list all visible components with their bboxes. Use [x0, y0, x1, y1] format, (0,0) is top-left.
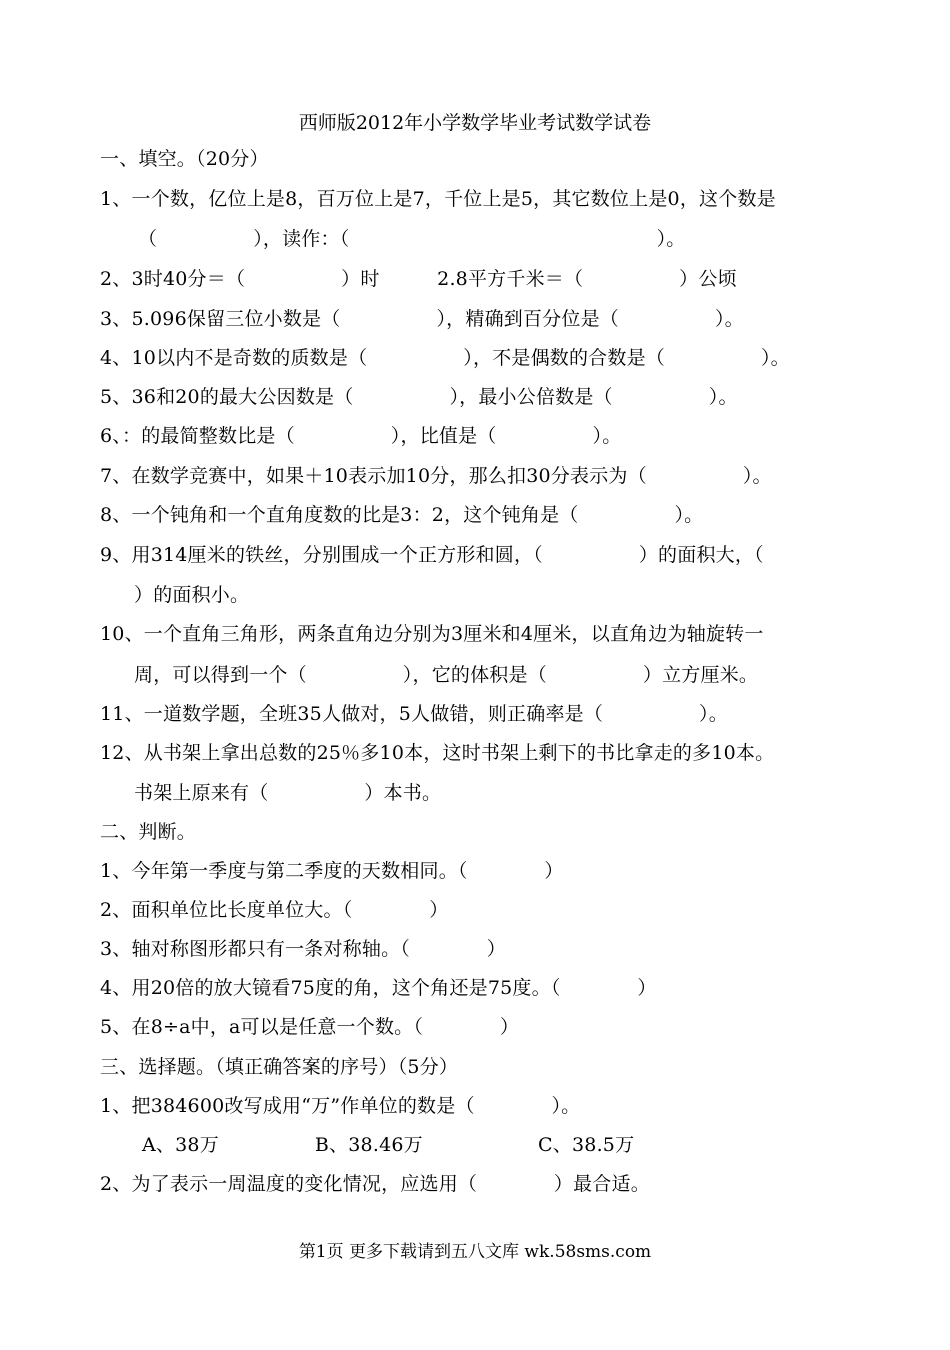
- question-line: 1、今年第一季度与第二季度的天数相同。（ ）: [100, 860, 564, 882]
- question-line: 12、从书架上拿出总数的25％多10本，这时书架上剩下的书比拿走的多10本。: [100, 742, 775, 764]
- question-line: 2、面积单位比长度单位大。（ ）: [100, 899, 449, 921]
- question-line: 10、一个直角三角形，两条直角边分别为3厘米和4厘米，以直角边为轴旋转一: [100, 623, 764, 645]
- page-title: 西师版2012年小学数学毕业考试数学试卷: [298, 112, 652, 134]
- question-line: 6、：的最简整数比是（ ），比值是（ ）。: [100, 425, 622, 447]
- question-line: 书架上原来有（ ）本书。: [134, 782, 442, 804]
- question-line: 11、一道数学题，全班35人做对，5人做错，则正确率是（ ）。: [100, 703, 728, 725]
- section-judge-heading: 二、判断。: [100, 821, 197, 843]
- question-line: 2、为了表示一周温度的变化情况，应选用（ ）最合适。: [100, 1173, 650, 1195]
- section-choice-heading: 三、选择题。（填正确答案的序号）（5分）: [100, 1056, 459, 1078]
- question-line: 8、一个钝角和一个直角度数的比是3：2，这个钝角是（ ）。: [100, 504, 704, 526]
- question-line: 周，可以得到一个（ ），它的体积是（ ）立方厘米。: [134, 664, 759, 686]
- question-line: 2、3时40分＝（ ）时 2.8平方千米＝（ ）公顷: [100, 268, 737, 290]
- question-line: 9、用314厘米的铁丝，分别围成一个正方形和圆，（ ）的面积大，（: [100, 544, 764, 566]
- question-line: 3、轴对称图形都只有一条对称轴。（ ）: [100, 938, 506, 960]
- question-line: 3、5.096保留三位小数是（ ），精确到百分位是（ ）。: [100, 308, 744, 330]
- question-line: ）的面积小。: [134, 584, 250, 606]
- question-line: 7、在数学竞赛中，如果＋10表示加10分，那么扣30分表示为（ ）。: [100, 465, 772, 487]
- question-line: （ ），读作：（ ）。: [138, 228, 686, 250]
- question-line: 4、用20倍的放大镜看75度的角，这个角还是75度。（ ）: [100, 977, 657, 999]
- section-fill-blank-heading: 一、填空。（20分）: [100, 148, 269, 170]
- question-line: 1、把384600改写成用“万”作单位的数是（ ）。: [100, 1095, 581, 1117]
- question-line: 4、10以内不是奇数的质数是（ ），不是偶数的合数是（ ）。: [100, 347, 790, 369]
- question-line: 5、36和20的最大公因数是（ ），最小公倍数是（ ）。: [100, 386, 738, 408]
- question-line: 5、在8÷a中，a可以是任意一个数。（ ）: [100, 1016, 520, 1038]
- question-line: 1、一个数，亿位上是8，百万位上是7，千位上是5，其它数位上是0，这个数是: [100, 188, 776, 210]
- choice-options: A、38万 B、38.46万 C、38.5万: [142, 1134, 635, 1156]
- page-footer: 第1页 更多下载请到五八文库 wk.58sms.com: [298, 1242, 652, 1262]
